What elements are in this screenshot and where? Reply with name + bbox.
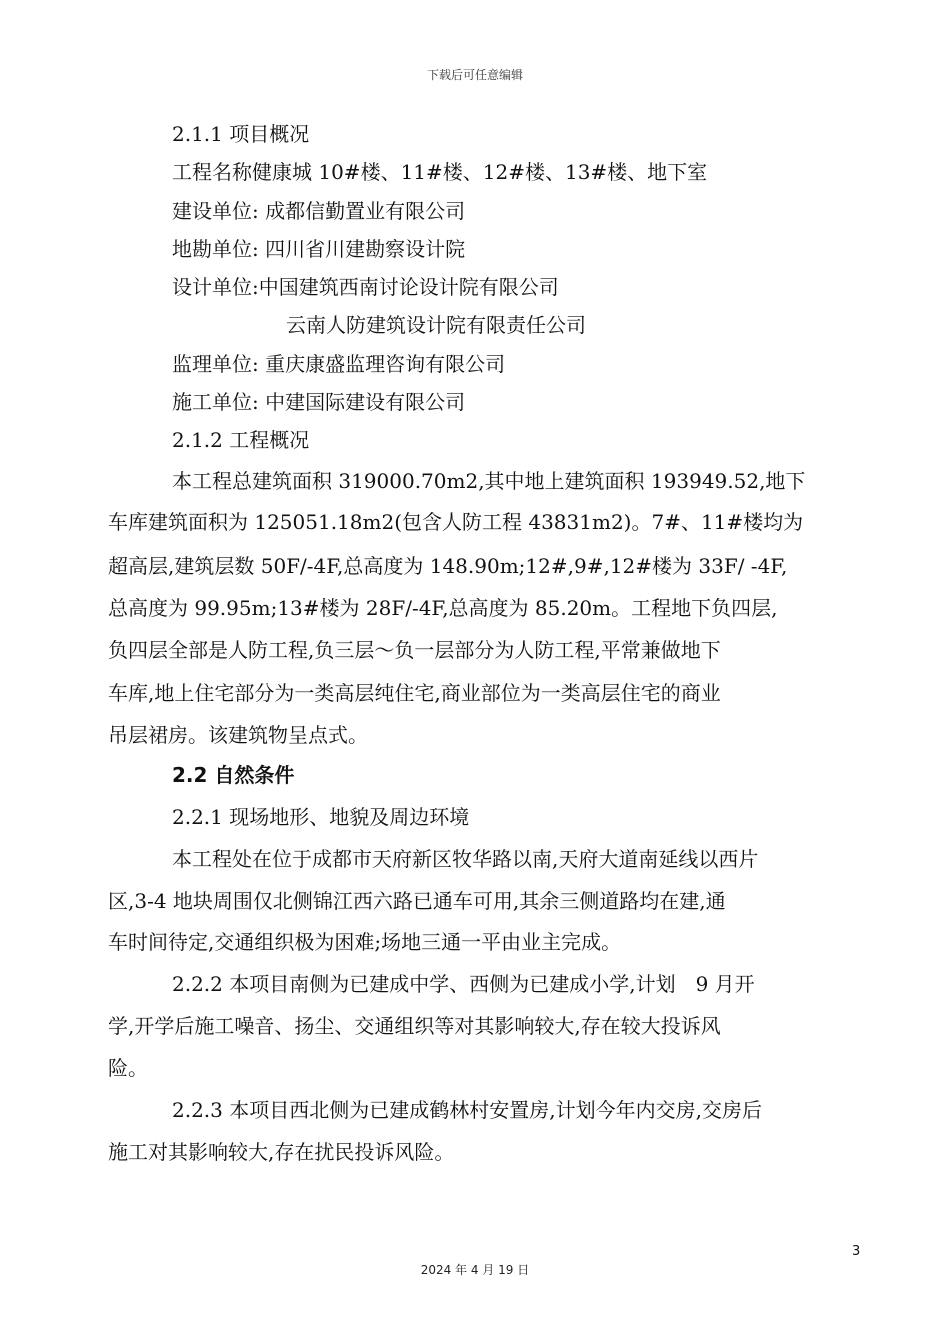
site-paragraph-line: 车时间待定,交通组织极为困难;场地三通一平由业主完成。 (108, 930, 622, 954)
project-name-line: 工程名称健康城 10#楼、11#楼、12#楼、13#楼、地下室 (172, 160, 708, 184)
heading-2-1-1: 2.1.1 项目概况 (172, 122, 310, 146)
heading-2-2-1: 2.2.1 现场地形、地貌及周边环境 (172, 805, 470, 829)
design-line-2: 云南人防建筑设计院有限责任公司 (286, 313, 586, 337)
survey-line: 地勘单位: 四川省川建勘察设计院 (172, 237, 466, 261)
overview-line: 车库,地上住宅部分为一类高层纯住宅,商业部位为一类高层住宅的商业 (108, 681, 721, 705)
owner-line: 建设单位: 成都信勤置业有限公司 (172, 199, 466, 223)
page-number: 3 (852, 1244, 861, 1259)
site-paragraph-line: 区,3-4 地块周围仅北侧锦江西六路已通车可用,其余三侧道路均在建,通 (108, 889, 726, 913)
housing-paragraph-line: 2.2.3 本项目西北侧为已建成鹤林村安置房,计划今年内交房,交房后 (172, 1098, 762, 1122)
overview-line: 超高层,建筑层数 50F/-4F,总高度为 148.90m;12#,9#,12#楼为 33F/ -4F, (108, 554, 788, 578)
overview-line: 车库建筑面积为 125051.18m2(包含人防工程 43831m2)。7#、11#楼均为 (108, 510, 804, 534)
overview-line: 总高度为 99.95m;13#楼为 28F/-4F,总高度为 85.20m。工程地下负四层, (108, 596, 778, 620)
site-paragraph-line: 本工程处在位于成都市天府新区牧华路以南,天府大道南延线以西片 (172, 847, 759, 871)
overview-line: 本工程总建筑面积 319000.70m2,其中地上建筑面积 193949.52,地下 (172, 469, 806, 493)
overview-line: 负四层全部是人防工程,负三层～负一层部分为人防工程,平常兼做地下 (108, 638, 721, 662)
school-paragraph-line: 险。 (108, 1056, 148, 1080)
overview-line: 吊层裙房。该建筑物呈点式。 (108, 723, 368, 747)
page-header: 下载后可任意编辑 (426, 68, 523, 82)
page-footer-date: 2024 年 4 月 19 日 (420, 1263, 530, 1277)
supervision-line: 监理单位: 重庆康盛监理咨询有限公司 (172, 352, 506, 376)
design-line-1: 设计单位:中国建筑西南讨论设计院有限公司 (172, 275, 559, 299)
heading-2-1-2: 2.1.2 工程概况 (172, 428, 310, 452)
heading-2-2: 2.2 自然条件 (172, 763, 295, 787)
construction-line: 施工单位: 中建国际建设有限公司 (172, 390, 466, 414)
school-paragraph-line: 学,开学后施工噪音、扬尘、交通组织等对其影响较大,存在较大投诉风 (108, 1014, 721, 1038)
housing-paragraph-line: 施工对其影响较大,存在扰民投诉风险。 (108, 1140, 455, 1164)
school-paragraph-line: 2.2.2 本项目南侧为已建成中学、西侧为已建成小学,计划 9 月开 (172, 972, 755, 996)
